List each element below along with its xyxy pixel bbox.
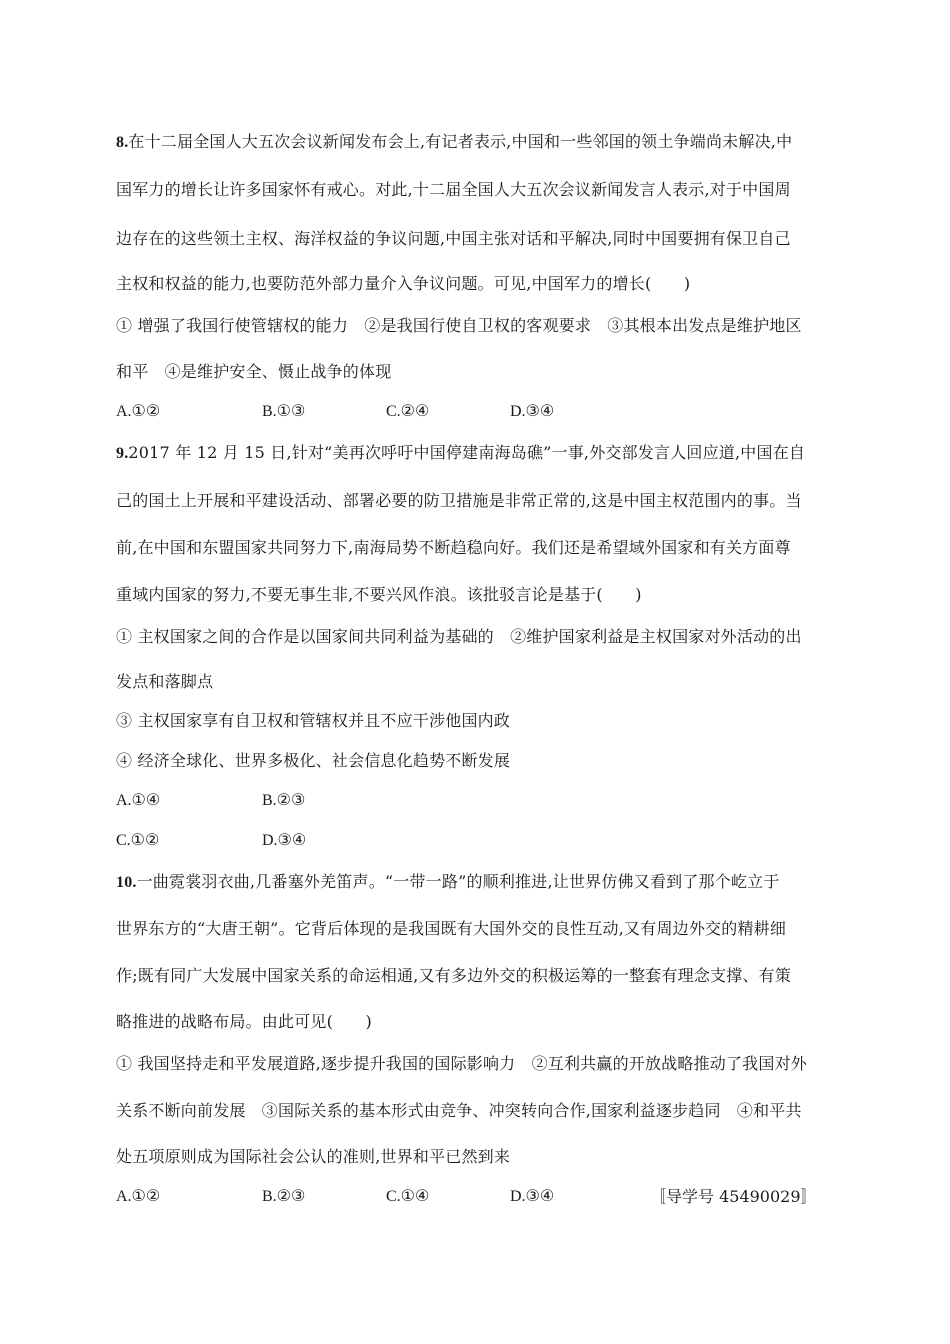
question-8-line-6: 和平 ④是维护安全、慑止战争的体现 xyxy=(116,362,392,381)
question-9-number: 9. xyxy=(116,445,129,462)
question-9-line-5: ① 主权国家之间的合作是以国家间共同利益为基础的 ②维护国家利益是主权国家对外活动的出 xyxy=(116,627,802,646)
question-9-line-1: 9.2017 年 12 月 15 日,针对“美再次呼吁中国停建南海岛礁”一事,外交部发言人回应道,中国在自 xyxy=(116,443,806,462)
question-9-line-4: 重域内国家的努力,不要无事生非,不要兴风作浪。该批驳言论是基于( ) xyxy=(116,585,642,604)
question-9-line-8: ④ 经济全球化、世界多极化、社会信息化趋势不断发展 xyxy=(116,751,511,770)
question-9-option-b: B.②③ xyxy=(262,792,306,809)
question-10-option-d: D.③④ xyxy=(510,1188,555,1205)
question-9-line-3: 前,在中国和东盟国家共同努力下,南海局势不断趋稳向好。我们还是希望域外国家和有关方面尊 xyxy=(116,538,791,557)
question-8-line-1: 8.在十二届全国人大五次会议新闻发布会上,有记者表示,中国和一些邻国的领土争端尚未解决,中 xyxy=(116,132,793,151)
question-8-line-3: 边存在的这些领土主权、海洋权益的争议问题,中国主张对话和平解决,同时中国要拥有保卫自己 xyxy=(116,229,791,248)
question-10-line-1: 10.一曲霓裳羽衣曲,几番塞外羌笛声。“一带一路”的顺利推进,让世界仿佛又看到了那个屹立于 xyxy=(116,872,780,891)
question-10-line-3: 作;既有同广大发展中国家关系的命运相通,又有多边外交的积极运筹的一整套有理念支撑、有策 xyxy=(116,966,792,985)
guide-number: 〚导学号 45490029〛 xyxy=(650,1187,817,1206)
question-8-option-b: B.①③ xyxy=(262,403,306,420)
question-8-option-c: C.②④ xyxy=(386,403,430,420)
question-8-option-a: A.①② xyxy=(116,403,161,420)
question-10-line-2: 世界东方的“大唐王朝”。它背后体现的是我国既有大国外交的良性互动,又有周边外交的精耕细 xyxy=(116,919,787,938)
question-10-number: 10. xyxy=(116,874,137,891)
question-9-option-c: C.①② xyxy=(116,832,160,849)
question-10-line-7: 处五项原则成为国际社会公认的准则,世界和平已然到来 xyxy=(116,1147,511,1166)
question-10-option-c: C.①④ xyxy=(386,1188,430,1205)
question-10-line-4: 略推进的战略布局。由此可见( ) xyxy=(116,1012,372,1031)
question-8-line-5: ① 增强了我国行使管辖权的能力 ②是我国行使自卫权的客观要求 ③其根本出发点是维护地区 xyxy=(116,316,802,335)
question-9-line-7: ③ 主权国家享有自卫权和管辖权并且不应干涉他国内政 xyxy=(116,711,511,730)
question-8-number: 8. xyxy=(116,134,129,151)
question-9-option-a: A.①④ xyxy=(116,792,161,809)
question-10-line-5: ① 我国坚持走和平发展道路,逐步提升我国的国际影响力 ②互利共赢的开放战略推动了我国对外 xyxy=(116,1054,807,1073)
question-10-option-b: B.②③ xyxy=(262,1188,306,1205)
question-9-line-6: 发点和落脚点 xyxy=(116,672,214,691)
question-8-line-2: 国军力的增长让许多国家怀有戒心。对此,十二届全国人大五次会议新闻发言人表示,对于中国周 xyxy=(116,180,791,199)
question-10-option-a: A.①② xyxy=(116,1188,161,1205)
question-10-line-6: 关系不断向前发展 ③国际关系的基本形式由竞争、冲突转向合作,国家利益逐步趋同 ④和平共 xyxy=(116,1101,802,1120)
question-8-option-d: D.③④ xyxy=(510,403,555,420)
question-8-line-4: 主权和权益的能力,也要防范外部力量介入争议问题。可见,中国军力的增长( ) xyxy=(116,274,691,293)
question-9-line-2: 己的国土上开展和平建设活动、部署必要的防卫措施是非常正常的,这是中国主权范围内的事。当 xyxy=(116,491,802,510)
question-9-option-d: D.③④ xyxy=(262,832,307,849)
